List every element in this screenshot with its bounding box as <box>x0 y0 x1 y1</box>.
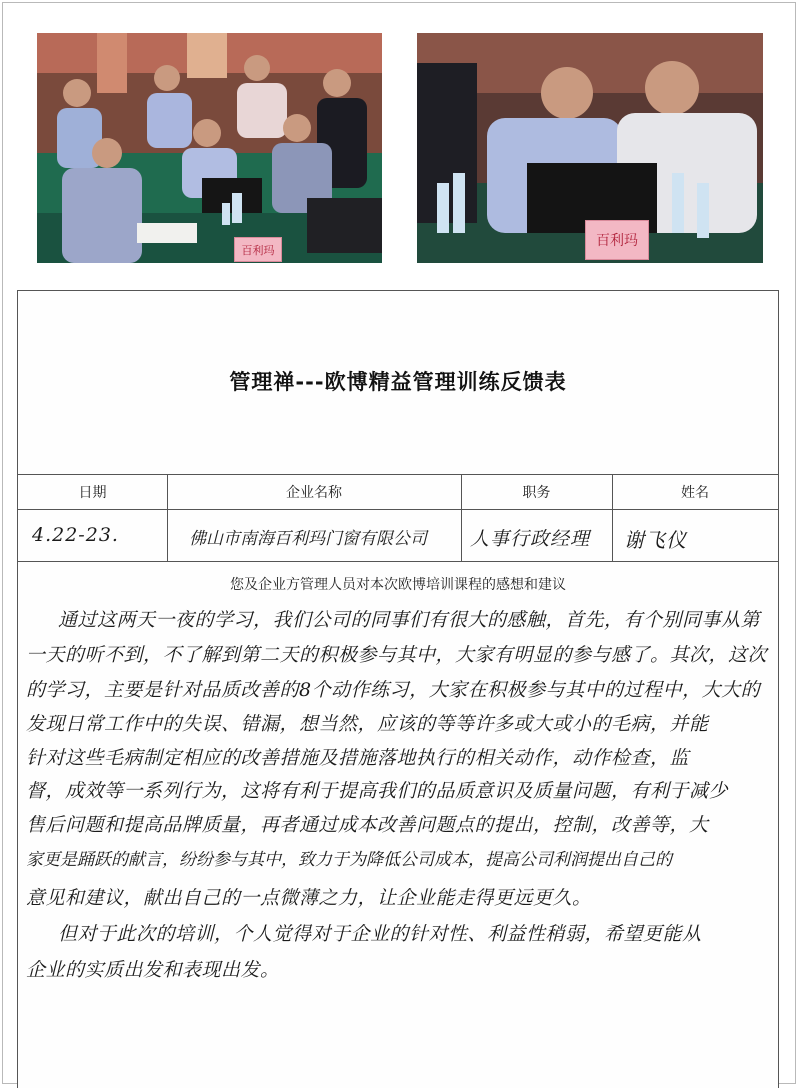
feedback-line: 督，成效等一系列行为，这将有利于提高我们的品质意识及质量问题，有利于减少 <box>26 780 729 802</box>
header-company: 企业名称 <box>286 484 342 501</box>
value-company: 佛山市南海百利玛门窗有限公司 <box>189 529 427 549</box>
header-bottom-line <box>18 509 778 510</box>
value-position: 人事行政经理 <box>470 528 591 550</box>
nameplate-right: 百利玛 <box>585 220 649 260</box>
header-position: 职务 <box>522 484 551 501</box>
feedback-line: 一天的听不到，不了解到第二天的积极参与其中，大家有明显的参与感了。其次，这次 <box>26 644 768 666</box>
feedback-line: 的学习，主要是针对品质改善的8个动作练习，大家在积极参与其中的过程中，大大的 <box>26 679 761 701</box>
training-photo-right <box>417 33 763 263</box>
header-name: 姓名 <box>681 484 709 501</box>
feedback-line: 意见和建议，献出自己的一点微薄之力，让企业能走得更远更久。 <box>26 887 592 909</box>
feedback-line: 针对这些毛病制定相应的改善措施及措施落地执行的相关动作，动作检查，监 <box>26 747 690 769</box>
feedback-line: 家更是踊跃的献言，纷纷参与其中，致力于为降低公司成本，提高公司利润提出自己的 <box>26 850 672 870</box>
feedback-line: 企业的实质出发和表现出发。 <box>26 959 280 981</box>
nameplate-left: 百利玛 <box>234 237 282 262</box>
value-date: 4.22-23. <box>32 524 119 546</box>
training-photo-left <box>37 33 382 263</box>
feedback-line: 售后问题和提高品牌质量，再者通过成本改善问题点的提出，控制，改善等，大 <box>26 814 709 836</box>
form-title: 管理禅---欧博精益管理训练反馈表 <box>229 370 567 394</box>
feedback-form <box>17 290 779 1088</box>
values-bottom-line <box>18 561 778 562</box>
training-scene-left <box>37 33 382 263</box>
value-name: 谢飞仪 <box>624 528 687 552</box>
feedback-prompt: 您及企业方管理人员对本次欧博培训课程的感想和建议 <box>230 577 566 593</box>
feedback-line: 通过这两天一夜的学习，我们公司的同事们有很大的感触，首先，有个别同事从第 <box>58 609 761 631</box>
feedback-line: 发现日常工作中的失误、错漏，想当然，应该的等等许多或大或小的毛病，并能 <box>26 713 709 735</box>
header-date: 日期 <box>78 484 107 501</box>
feedback-line: 但对于此次的培训，个人觉得对于企业的针对性、利益性稍弱，希望更能从 <box>58 923 702 945</box>
